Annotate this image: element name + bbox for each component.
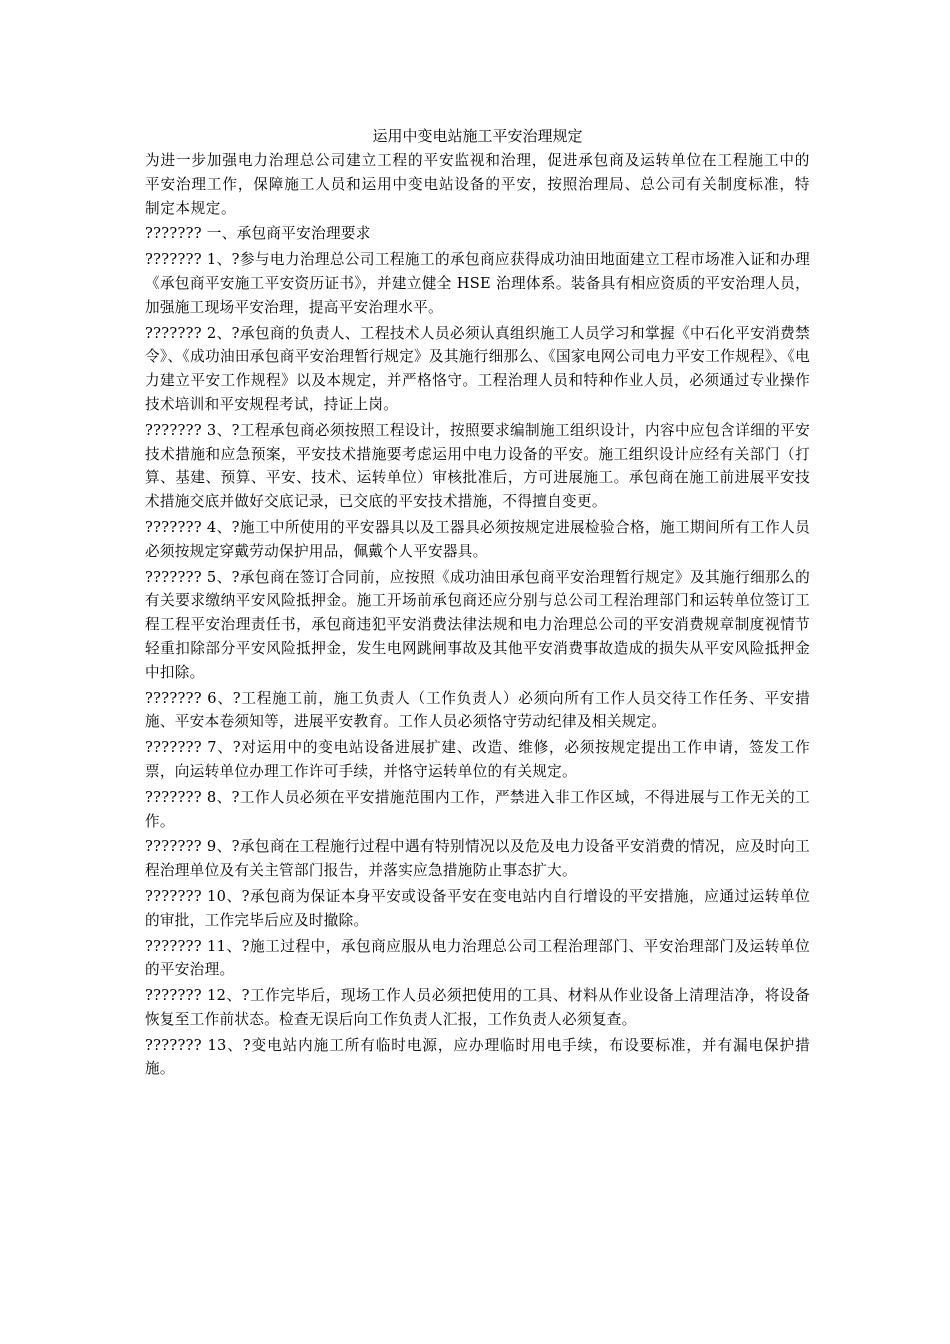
- document-page: [145, 124, 810, 1083]
- clause-paragraph: ??????? 9、?承包商在工程施行过程中遇有特别情况以及危及电力设备平安消费的情况，应及时向工程治理单位及有关主管部门报告，并落实应急措施防止事态扩大。: [145, 838, 810, 880]
- document-title: 运用中变电站施工平安治理规定: [372, 127, 583, 145]
- clause-paragraph: ??????? 1、?参与电力治理总公司工程施工的承包商应获得成功油田地面建立工程市场准入证和办理《承包商平安施工平安资历证书》，并建立健全 HSE 治理体系。装备具有相应资质的平安治理人员，加强施工现场平安治理，提高平安治理水平。: [145, 251, 810, 316]
- clause-paragraph: ??????? 10、?承包商为保证本身平安或设备平安在变电站内自行增设的平安措施，应通过运转单位的审批，工作完毕后应及时撤除。: [145, 887, 810, 929]
- clause-paragraph: ??????? 6、?工程施工前，施工负责人（工作负责人）必须向所有工作人员交待工作任务、平安措施、平安本卷须知等，进展平安教育。工作人员必须恪守劳动纪律及相关规定。: [145, 689, 810, 731]
- section-heading: ??????? 一、承包商平安治理要求: [145, 225, 371, 243]
- clause-paragraph: ??????? 4、?施工中所使用的平安器具以及工器具必须按规定进展检验合格，施工期间所有工作人员必须按规定穿戴劳动保护用品，佩戴个人平安器具。: [145, 518, 810, 560]
- clause-paragraph: ??????? 8、?工作人员必须在平安措施范围内工作，严禁进入非工作区域，不得进展与工作无关的工作。: [145, 788, 810, 830]
- clause-paragraph: ??????? 12、?工作完毕后，现场工作人员必须把使用的工具、材料从作业设备上清理洁净，将设备恢复至工作前状态。检查无误后向工作负责人汇报，工作负责人必须复查。: [145, 987, 810, 1028]
- clause-paragraph: ??????? 2、?承包商的负责人、工程技术人员必须认真组织施工人员学习和掌握《中石化平安消费禁令》、《成功油田承包商平安治理暂行规定》及其施行细那么、《国家电网公司电力平安工作规程》、《电力建立平安工作规程》以及本规定，并严格恪守。工程治理人员和特种作业人员，必须通过专业操作技术培训和平安规程考试，持证上岗。: [145, 324, 810, 413]
- clause-paragraph: ??????? 11、?施工过程中，承包商应服从电力治理总公司工程治理部门、平安治理部门及运转单位的平安治理。: [145, 937, 810, 979]
- clause-paragraph: ??????? 13、?变电站内施工所有临时电源，应办理临时用电手续，布设要标准，并有漏电保护措施。: [145, 1036, 810, 1078]
- clause-paragraph: ??????? 5、?承包商在签订合同前，应按照《成功油田承包商平安治理暂行规定》及其施行细那么的有关要求缴纳平安风险抵押金。施工开场前承包商还应分别与总公司工程治理部门和运转单位签订工程工程平安治理责任书，承包商违犯平安消费法律法规和电力治理总公司的平安消费规章制度视情节轻重扣除部分平安风险抵押金，发生电网跳闸事故及其他平安消费事故造成的损失从平安风险抵押金中扣除。: [145, 568, 810, 681]
- intro-paragraph: 为进一步加强电力治理总公司建立工程的平安监视和治理，促进承包商及运转单位在工程施工中的平安治理工作，保障施工人员和运用中变电站设备的平安，按照治理局、总公司有关制度标准，特制定本规定。: [145, 152, 810, 217]
- clause-paragraph: ??????? 7、?对运用中的变电站设备进展扩建、改造、维修，必须按规定提出工作申请，签发工作票，向运转单位办理工作许可手续，并恪守运转单位的有关规定。: [145, 739, 810, 780]
- clause-paragraph: ??????? 3、?工程承包商必须按照工程设计，按照要求编制施工组织设计，内容中应包含详细的平安技术措施和应急预案，平安技术措施要考虑运用中电力设备的平安。施工组织设计应经有关部门（打算、基建、预算、平安、技术、运转单位）审核批准后，方可进展施工。承包商在施工前进展平安技术措施交底并做好交底记录，已交底的平安技术措施，不得擅自变更。: [145, 421, 810, 511]
